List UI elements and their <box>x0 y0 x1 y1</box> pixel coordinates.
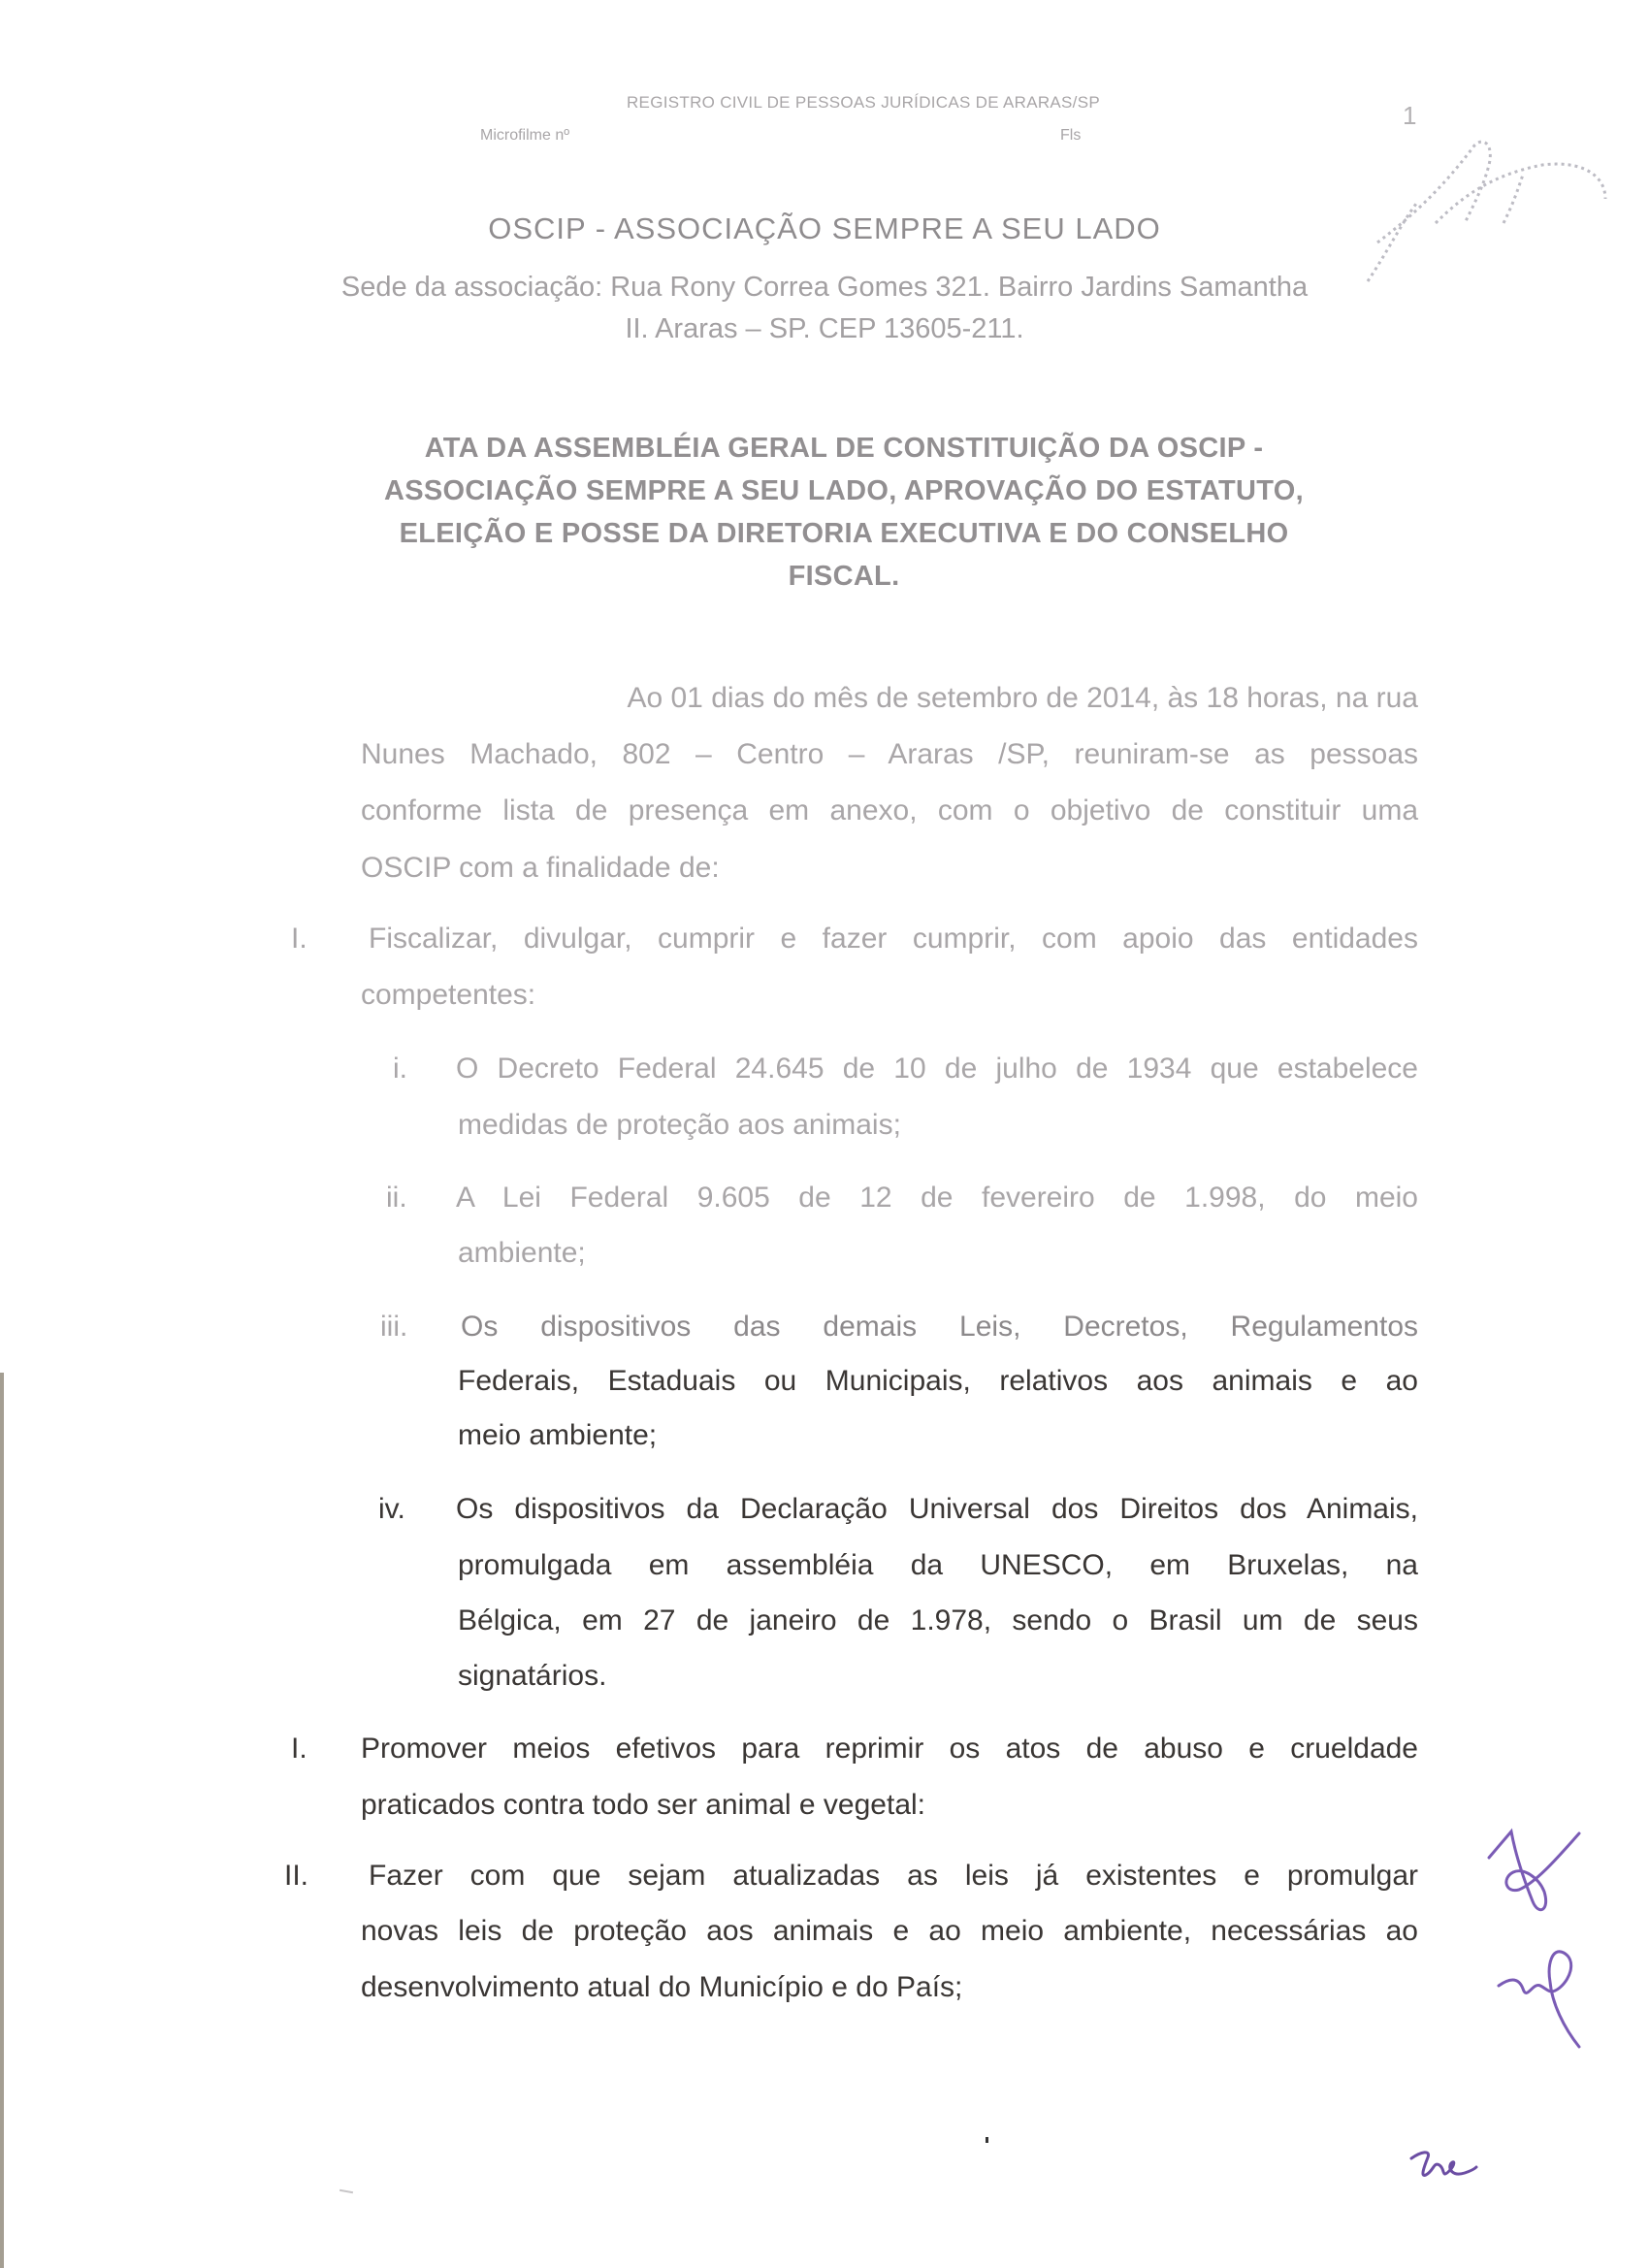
address-line-2: II. Araras – SP. CEP 13605-211. <box>625 313 1024 344</box>
scan-edge-shadow <box>0 1373 4 2268</box>
subitem-iv-line-4: signatários. <box>458 1660 607 1692</box>
item-3-line-3: desenvolvimento atual do Município e do País; <box>361 1971 963 2003</box>
item-2-line-2: praticados contra todo ser animal e vegetal: <box>361 1789 925 1821</box>
subitem-i-line-1: O Decreto Federal 24.645 de 10 de julho de 1934 que estabelece <box>456 1053 1418 1085</box>
signature-initials-1-icon <box>1484 1824 1600 1921</box>
signature-initials-2-icon <box>1494 1945 1610 2052</box>
intro-line-3: conforme lista de presença em anexo, com o objetivo de constituir uma <box>361 794 1418 826</box>
subitem-numeral: ii. <box>386 1182 407 1214</box>
scan-mark <box>340 2189 353 2193</box>
subitem-iii-line-1: Os dispositivos das demais Leis, Decretos, Regulamentos <box>461 1311 1418 1343</box>
item-1-line-1: Fiscalizar, divulgar, cumprir e fazer cumprir, com apoio das entidades <box>369 923 1418 955</box>
item-1-line-2: competentes: <box>361 979 536 1011</box>
subitem-numeral: iv. <box>378 1493 405 1525</box>
page-number: 1 <box>1403 101 1417 130</box>
subitem-iv-line-1: Os dispositivos da Declaração Universal dos Direitos dos Animais, <box>456 1493 1418 1525</box>
subitem-iii-line-3: meio ambiente; <box>458 1419 658 1451</box>
subitem-i-line-2: medidas de proteção aos animais; <box>458 1109 901 1141</box>
subitem-iv-line-3: Bélgica, em 27 de janeiro de 1.978, sendo o Brasil um de seus <box>458 1604 1418 1636</box>
signature-initials-3-icon <box>1406 2144 1484 2192</box>
microfilm-label: Microfilme nº <box>480 127 570 144</box>
fls-label: Fls <box>1060 127 1082 144</box>
item-3-line-1: Fazer com que sejam atualizadas as leis já existentes e promulgar <box>369 1860 1418 1892</box>
heading-line-1: ATA DA ASSEMBLÉIA GERAL DE CONSTITUIÇÃO DA OSCIP - <box>424 433 1264 464</box>
subitem-numeral: i. <box>393 1053 407 1085</box>
registry-header: REGISTRO CIVIL DE PESSOAS JURÍDICAS DE ARARAS/SP <box>626 93 1100 112</box>
subitem-ii-line-1: A Lei Federal 9.605 de 12 de fevereiro de 1.998, do meio <box>456 1182 1418 1214</box>
intro-line-4: OSCIP com a finalidade de: <box>361 852 720 884</box>
heading-line-2: ASSOCIAÇÃO SEMPRE A SEU LADO, APROVAÇÃO DO ESTATUTO, <box>384 475 1304 506</box>
subitem-iv-line-2: promulgada em assembléia da UNESCO, em Bruxelas, na <box>458 1549 1418 1581</box>
item-numeral: I. <box>291 923 307 955</box>
subitem-iii-line-2: Federais, Estaduais ou Municipais, relativos aos animais e ao <box>458 1365 1418 1397</box>
heading-line-3: ELEIÇÃO E POSSE DA DIRETORIA EXECUTIVA E DO CONSELHO <box>399 518 1289 549</box>
address-line-1: Sede da associação: Rua Rony Correa Gomes 321. Bairro Jardins Samantha <box>340 272 1309 303</box>
item-numeral: II. <box>284 1860 309 1892</box>
intro-line-1: Ao 01 dias do mês de setembro de 2014, às 18 horas, na rua <box>627 682 1418 714</box>
item-2-line-1: Promover meios efetivos para reprimir os atos de abuso e crueldade <box>361 1733 1418 1765</box>
subitem-numeral: iii. <box>380 1311 408 1343</box>
heading-line-4: FISCAL. <box>788 561 900 592</box>
org-title: OSCIP - ASSOCIAÇÃO SEMPRE A SEU LADO <box>488 211 1161 245</box>
subitem-ii-line-2: ambiente; <box>458 1237 586 1269</box>
scan-speck <box>986 2137 988 2143</box>
item-3-line-2: novas leis de proteção aos animais e ao meio ambiente, necessárias ao <box>361 1915 1418 1947</box>
item-numeral: I. <box>291 1733 307 1765</box>
intro-line-2: Nunes Machado, 802 – Centro – Araras /SP, reuniram-se as pessoas <box>361 738 1418 770</box>
